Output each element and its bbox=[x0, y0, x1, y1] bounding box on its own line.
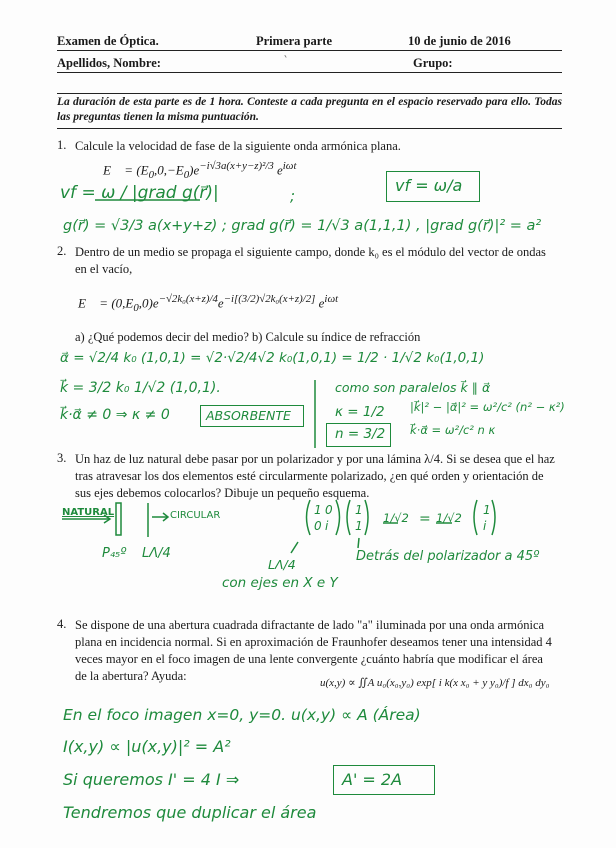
q4-line2: I(x,y) ∝ |u(x,y)|² = A² bbox=[63, 737, 231, 756]
q2-rel2: k⃗·α⃗ = ω²/c² n κ bbox=[410, 423, 496, 437]
q4-line4: Tendremos que duplicar el área bbox=[63, 803, 317, 822]
q3-polarizer-label: P₄₅º bbox=[102, 546, 127, 561]
q3-after-polarizer: Detrás del polarizador a 45º bbox=[356, 549, 540, 564]
q1-answer: vf = ω/a bbox=[395, 176, 463, 195]
q1-grad-line: g(r⃗) = √3/3 a(x+y+z) ; grad g(r⃗) = 1/√3 a(1,1,1) , |grad g(r⃗)|² = a² bbox=[63, 218, 542, 234]
q3-plate-label-2: LΛ/4 bbox=[268, 557, 296, 572]
q2-formula: E⃗ = $(0,E_0,0)e^{-√2k_0(x+z)/4}e^{-i[(3/2)√2k_0(x+z)/2]}$ $e^{i\omega t}$ bbox=[78, 293, 339, 314]
q2-kappa: κ = 1/2 bbox=[335, 404, 385, 420]
name-label: Apellidos, Nombre: bbox=[57, 56, 161, 70]
q2-rel1: |k⃗|² − |α⃗|² = ω²/c² (n² − κ²) bbox=[410, 400, 565, 414]
q4-text: Se dispone de una abertura cuadrada difractante de lado "a" iluminada por una onda armónica plana en incidencia normal. Si en aproximación de Fraunhofer deseamos tener una intensidad 4 veces mayor en el foco imagen de una lente convergente ¿cuánto habría que modificar el área de la abertura? Ayuda: bbox=[75, 618, 552, 683]
q2-alpha: α⃗ = √2/4 k₀ (1,0,1) = √2·√2/4√2 k₀(1,0,1) = 1/2 · 1/√2 k₀(1,0,1) bbox=[60, 350, 485, 366]
q2-k: k⃗ = 3/2 k₀ 1/√2 (1,0,1). bbox=[60, 380, 221, 396]
q3-number: 3. bbox=[57, 451, 67, 465]
jones-vector-2: 1 bbox=[355, 519, 363, 533]
q1-text: Calcule la velocidad de fase de la siguiente onda armónica plana. bbox=[75, 139, 401, 153]
q3-text: Un haz de luz natural debe pasar por un polarizador y por una lámina λ/4. Si se desea que el haz tras atravesar los dos elementos esté circularmente polarizado, ¿en qué orden y orientación de sus ejes debemos colocarlos? Dibuje un pequeño esquema. bbox=[75, 452, 555, 500]
q4-line3: Si queremos I' = 4 I ⇒ bbox=[63, 770, 240, 789]
q1-semicolon: ; bbox=[290, 187, 296, 205]
jones-result-factor: 1/√2 bbox=[436, 511, 462, 525]
jones-matrix-12: 0 bbox=[325, 503, 333, 517]
q2-text: Dentro de un medio se propaga el siguiente campo, donde k₀ es el módulo del vector de ondas en el vacío, bbox=[75, 245, 546, 276]
exam-part: Primera parte bbox=[256, 34, 333, 48]
q2-parallel: como son paralelos k⃗ ∥ α⃗ bbox=[335, 380, 491, 395]
q1-vf-formula: vf = ω / |grad g(r⃗)| bbox=[60, 183, 219, 203]
q1-formula: E⃗ = $(E_0,0,-E_0)e^{-i√3a(x+y-z)^2/3}$ $e^{i\omega t}$ bbox=[103, 160, 297, 181]
jones-matrix-21: 0 bbox=[314, 519, 322, 533]
q3-natural: NATURAL bbox=[62, 507, 115, 518]
jones-vector-1: 1 bbox=[355, 503, 363, 517]
pen-mark: ˋ bbox=[282, 54, 288, 68]
q3-circular: CIRCULAR bbox=[170, 510, 221, 521]
jones-matrix-11: 1 bbox=[314, 503, 322, 517]
jones-equals: = bbox=[419, 511, 431, 527]
jones-matrix-22: i bbox=[325, 519, 329, 533]
q2-dot: k⃗·α⃗ ≠ 0 ⇒ κ ≠ 0 bbox=[60, 407, 170, 423]
q2-subparts: a) ¿Qué podemos decir del medio? b) Calcule su índice de refracción bbox=[75, 330, 421, 344]
group-label: Grupo: bbox=[413, 56, 453, 70]
q2-absorbent: ABSORBENTE bbox=[206, 408, 291, 423]
q1-number: 1. bbox=[57, 138, 67, 152]
q3-plate-label: LΛ/4 bbox=[142, 546, 171, 561]
jones-factor: 1/√2 bbox=[383, 511, 409, 525]
q2-n: n = 3/2 bbox=[335, 426, 386, 442]
q4-line1: En el foco imagen x=0, y=0. u(x,y) ∝ A (Área) bbox=[63, 706, 421, 724]
q4-hint: u(x,y) ∝ ∬A u₀(x₀,y₀) exp[ i k(x x₀ + y y₀)/f ] dx₀ dy₀ bbox=[320, 677, 550, 689]
q3-axes: con ejes en X e Y bbox=[222, 575, 338, 591]
q2-number: 2. bbox=[57, 244, 67, 258]
q4-answer: A' = 2A bbox=[342, 770, 403, 789]
jones-result-2: i bbox=[483, 519, 487, 533]
exam-date: 10 de junio de 2016 bbox=[408, 34, 511, 48]
q4-number: 4. bbox=[57, 617, 67, 631]
jones-result-1: 1 bbox=[483, 503, 491, 517]
course-title: Examen de Óptica. bbox=[57, 34, 159, 48]
instructions: La duración de esta parte es de 1 hora. Conteste a cada pregunta en el espacio reservado para ello. Todas las preguntas tienen la misma puntuación. bbox=[57, 96, 562, 123]
